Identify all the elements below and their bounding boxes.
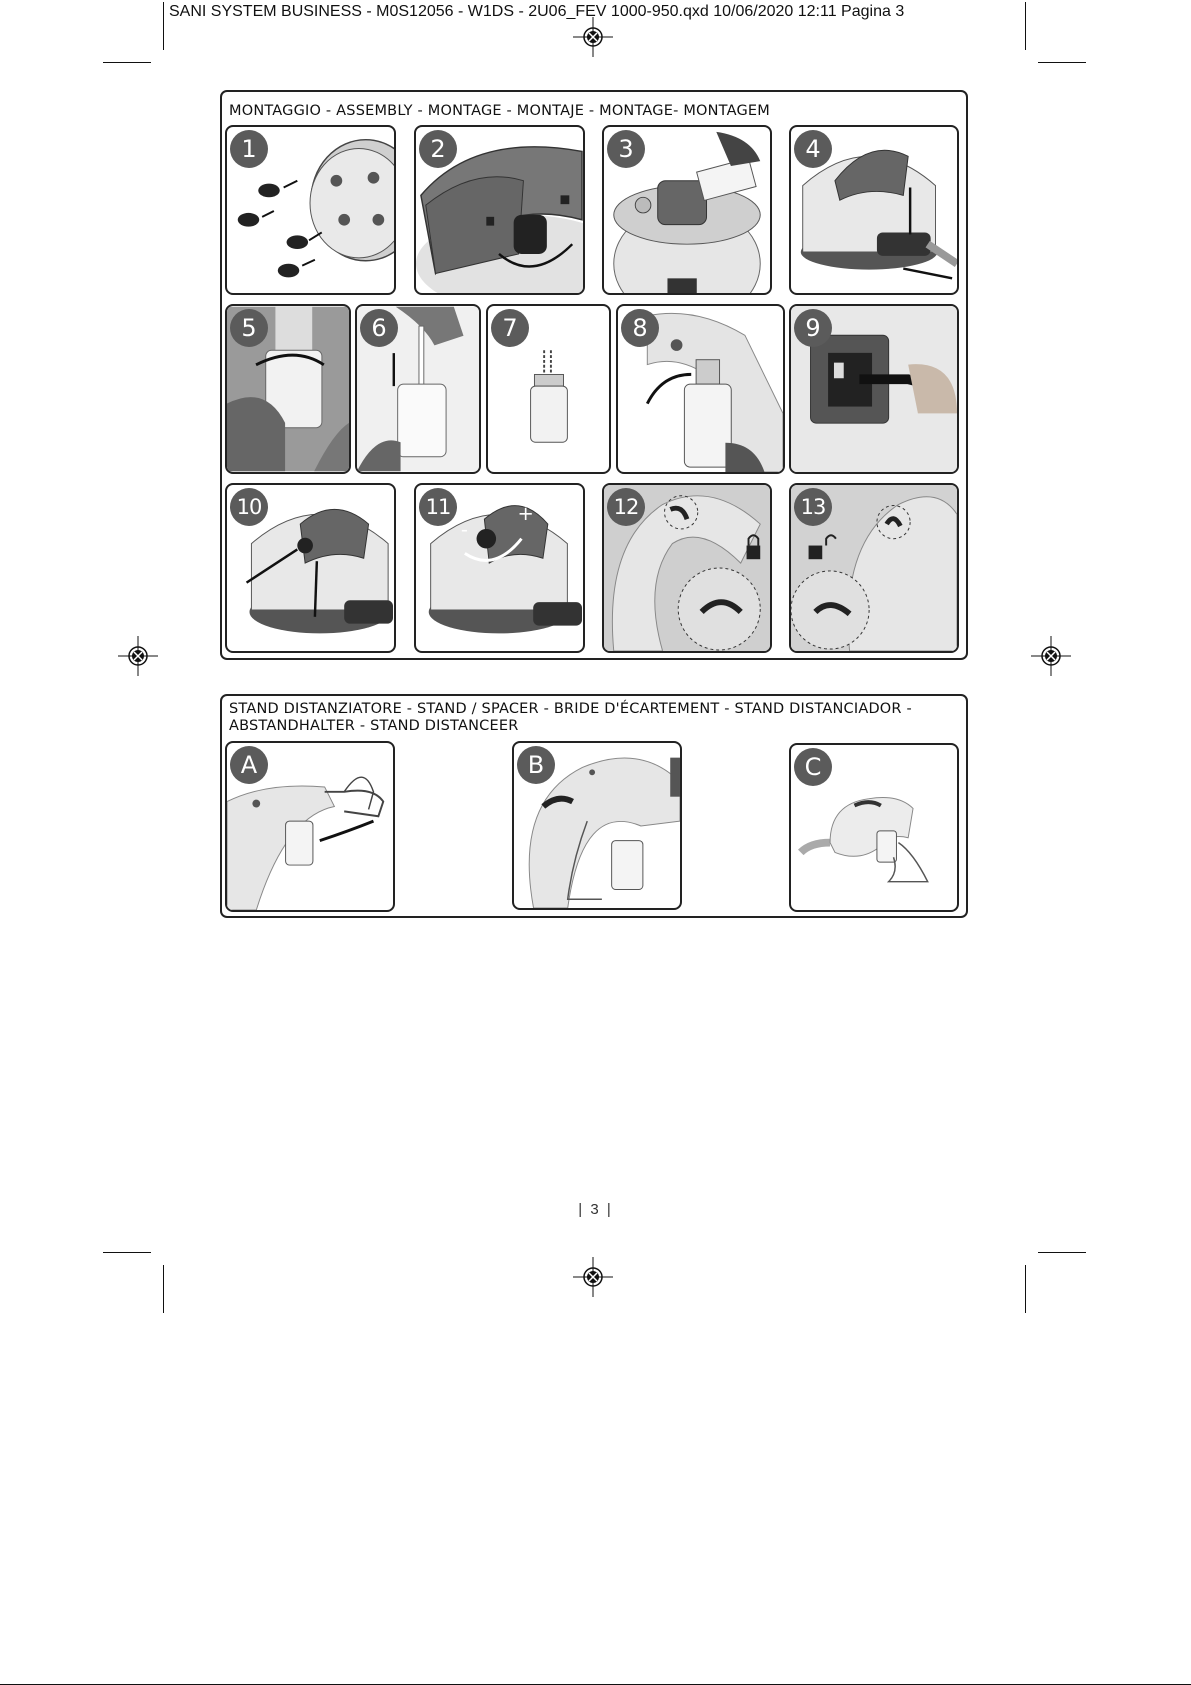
registration-mark-top (573, 17, 613, 57)
step-badge: 1 (230, 130, 268, 168)
registration-mark-left (118, 636, 158, 676)
step-2-panel (414, 125, 585, 295)
step-13-panel (789, 483, 959, 653)
step-7-panel (486, 304, 611, 474)
step-6-panel (355, 304, 481, 474)
step-badge: 5 (230, 309, 268, 347)
assembly-title: MONTAGGIO - ASSEMBLY - MONTAGE - MONTAJE - MONTAGE- MONTAGEM (229, 103, 770, 119)
crop-mark (1025, 1265, 1026, 1313)
step-badge: 4 (794, 130, 832, 168)
step-badge: 10 (230, 488, 268, 526)
step-8-panel (616, 304, 785, 474)
plus-label: + (517, 502, 534, 526)
registration-mark-right (1031, 636, 1071, 676)
crop-mark (1025, 2, 1026, 50)
crop-mark (163, 1265, 164, 1313)
step-badge: 6 (360, 309, 398, 347)
step-badge: 3 (607, 130, 645, 168)
step-badge: 7 (491, 309, 529, 347)
print-slug: SANI SYSTEM BUSINESS - M0S12056 - W1DS - 2U06_FEV 1000-950.qxd 10/06/2020 12:11 Pagina 3 (169, 3, 905, 20)
crop-mark (1038, 1252, 1086, 1253)
stand-step-b-panel (512, 741, 682, 910)
step-1-panel (225, 125, 396, 295)
step-badge: 11 (419, 488, 457, 526)
stand-title-line-2: ABSTANDHALTER - STAND DISTANCEER (229, 718, 519, 734)
step-4-panel (789, 125, 959, 295)
step-badge: 13 (794, 488, 832, 526)
step-12-panel (602, 483, 772, 653)
step-badge: B (517, 746, 555, 784)
step-3-panel (602, 125, 772, 295)
step-10-panel (225, 483, 396, 653)
crop-mark (103, 62, 151, 63)
crop-mark (103, 1252, 151, 1253)
minus-label: - (460, 517, 468, 541)
step-9-panel (789, 304, 959, 474)
stand-step-a-panel (225, 741, 395, 912)
step-badge: 12 (607, 488, 645, 526)
stand-title-line-1: STAND DISTANZIATORE - STAND / SPACER - BRIDE D'ÉCARTEMENT - STAND DISTANCIADOR - (229, 701, 912, 717)
step-badge: 2 (419, 130, 457, 168)
step-badge: C (794, 748, 832, 786)
crop-mark (1038, 62, 1086, 63)
stand-step-c-panel (789, 743, 959, 912)
step-badge: A (230, 746, 268, 784)
step-5-panel (225, 304, 351, 474)
registration-mark-bottom (573, 1257, 613, 1297)
page-number: | 3 | (578, 1201, 613, 1218)
step-11-panel (414, 483, 585, 653)
step-badge: 8 (621, 309, 659, 347)
step-badge: 9 (794, 309, 832, 347)
crop-mark (163, 2, 164, 50)
